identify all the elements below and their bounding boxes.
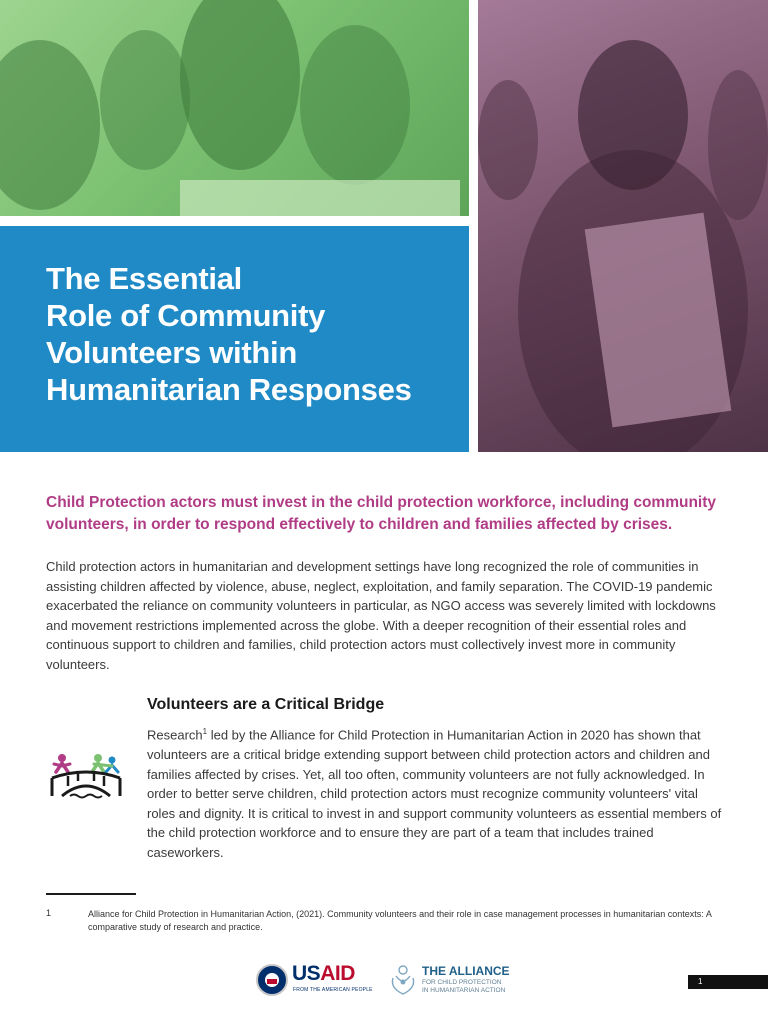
usaid-tagline: FROM THE AMERICAN PEOPLE — [293, 987, 373, 993]
section-para-start: Research — [147, 727, 203, 743]
title-line: Role of Community — [46, 298, 326, 333]
usaid-seal-icon — [256, 964, 288, 996]
photo-children-drawing — [0, 0, 469, 216]
footnote-number: 1 — [46, 908, 52, 918]
title-line: Humanitarian Responses — [46, 372, 412, 407]
footnote-ref[interactable]: 1 — [202, 727, 208, 736]
title-line: The Essential — [46, 261, 242, 296]
photo-volunteer-smiling — [478, 0, 768, 452]
alliance-subtitle: FOR CHILD PROTECTION IN HUMANITARIAN ACTION — [422, 979, 506, 994]
usaid-logo — [256, 962, 374, 998]
footnote-divider — [46, 893, 136, 895]
intro-paragraph: Child protection actors in humanitarian and development settings have long recognized the role of communities in assisting children affected by violence, abuse, neglect, exploitation, and family separation. The COVID-19 pandemic exacerbated the reliance on community volunteers in particular, as NGO access was severely limited with lockdowns and movement restrictions implemented across the globe. With a deeper recognition of their essential roles and continuous support to children and families, child protection actors must collectively invest more in community volunteers. — [46, 559, 716, 672]
bridge-people-icon — [50, 752, 122, 800]
section-paragraph — [147, 722, 727, 862]
alliance-hands-icon — [388, 964, 418, 996]
title-banner — [0, 226, 469, 452]
usaid-wordmark: USAID — [292, 962, 355, 985]
alliance-title: THE ALLIANCE — [422, 964, 510, 978]
alliance-logo — [388, 962, 508, 1000]
footnote-text: Alliance for Child Protection in Humanitarian Action, (2021). Community volunteers and their role in case management processes in humanitarian contexts: A comparative study of research and practice. — [88, 909, 712, 932]
lead-statement: Child Protection actors must invest in the child protection workforce, including community volunteers, in order to respond effectively to children and families affected by crises. — [46, 494, 717, 533]
page-number: 1 — [688, 975, 768, 989]
section-para-rest: led by the Alliance for Child Protection in Humanitarian Action in 2020 has shown that volunteers are a critical bridge extending support between child protection actors and children and families affected by crises. Yet, all too often, community volunteers are not fully acknowledged. In order to better serve children, child protection actors must recognize community volunteers' vital roles and dignity. It is critical to invest in and support community volunteers as essential members of the child protection workforce and to ensure they are part of a team that includes trained caseworkers. — [147, 727, 722, 860]
title-line: Volunteers within — [46, 335, 297, 370]
section-heading: Volunteers are a Critical Bridge — [147, 696, 385, 713]
page-title — [46, 260, 456, 408]
